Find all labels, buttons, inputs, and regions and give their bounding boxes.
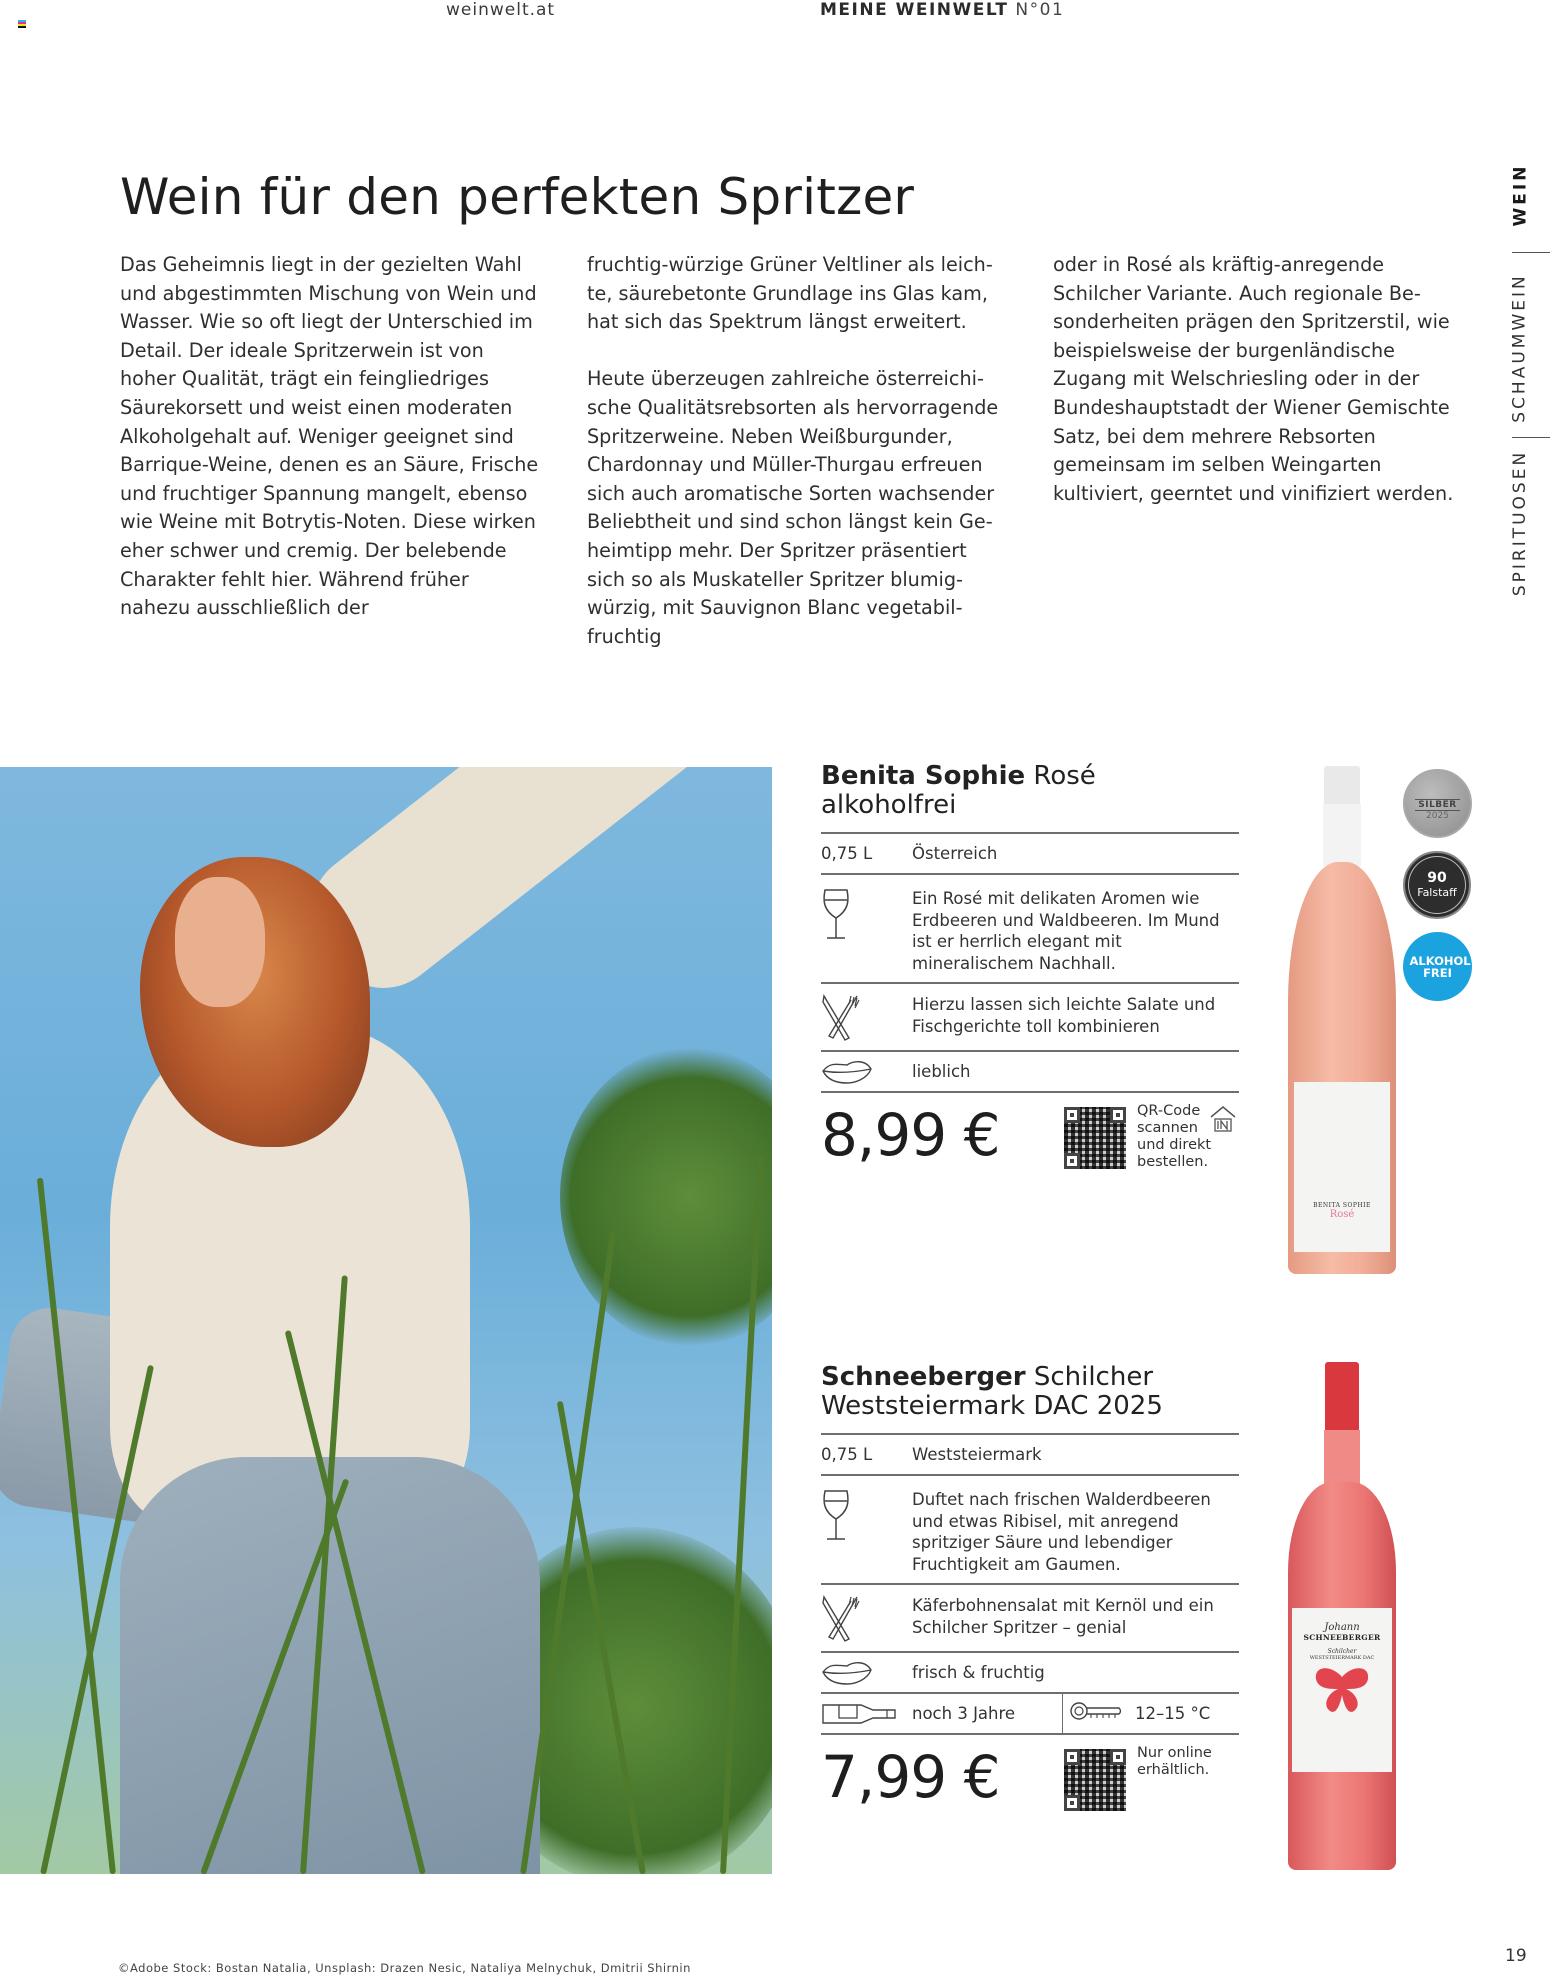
- bottle-label: [1292, 1608, 1392, 1772]
- qr-instruction: QR-Code scannen und direkt bestellen.: [1137, 1103, 1212, 1170]
- bottle-schneeberger-schilcher: [1284, 1362, 1400, 1872]
- grass-blade: [37, 1178, 116, 1874]
- taste-profile: frisch & fruchtig: [912, 1662, 1045, 1682]
- tree-foliage: [560, 1047, 772, 1347]
- food-pairing: Käferbohnensalat mit Kernöl und ein Schilcher Spritzer – genial: [912, 1596, 1214, 1637]
- wine-glass-icon: [821, 1489, 912, 1541]
- bottle-capsule: [1325, 1362, 1359, 1432]
- lifestyle-photo-woman-in-grass: [0, 767, 772, 1874]
- qr-finder: [1064, 1795, 1080, 1811]
- bottle-neck: [1324, 1430, 1360, 1490]
- volume: 0,75 L: [821, 1444, 873, 1464]
- article-paragraph: Das Geheimnis liegt in der gezielten Wahl und abgestimmten Mischung von Wein und Wasser. Wie so oft liegt der Unterschied im Detail. Der ideale Spritzerwein ist von hoher Qualität, trägt ein feingliedriges Säurekorsett und weist einen moderaten Alkoholgehalt auf. Weniger geeignet sind Barrique-Weine, denen es an Säure, Frische und fruchtiger Spannung mangelt, ebenso wie Weine mit Botrytis-Noten. Diese wirken eher schwer und cremig. Der belebende Charakter fehlt hier. Während früher nahezu ausschließlich der: [120, 253, 539, 620]
- product-name: Rosé alkoholfrei: [821, 761, 1096, 820]
- butterfly-icon: [1312, 1665, 1372, 1715]
- storage-cell: [821, 1694, 1063, 1733]
- magazine-name: MEINE WEINWELT: [820, 0, 1009, 20]
- bottle-label-region: WESTSTEIERMARK DAC: [1309, 1655, 1375, 1661]
- origin: Österreich: [912, 843, 998, 863]
- qr-finder: [1110, 1107, 1126, 1123]
- bottle-label-brand: SCHNEEBERGER: [1303, 1633, 1381, 1642]
- award-badge-silver: [1403, 769, 1472, 838]
- bottle-benita-sophie-rose: [1284, 766, 1400, 1276]
- taste-row: [821, 1050, 1239, 1091]
- qr-finder: [1064, 1749, 1080, 1765]
- aroma-description: Duftet nach frischen Walderdbeeren und etwas Ribisel, mit anregend spritziger Säure und lebendiger Fruchtigkeit am Gaumen.: [912, 1490, 1211, 1574]
- cutlery-icon: [821, 1595, 912, 1643]
- food-pairing-row: [821, 1583, 1239, 1651]
- taste-profile: lieblich: [912, 1061, 971, 1081]
- page-number: 19: [1505, 1946, 1527, 1966]
- price: 8,99 €: [821, 1101, 1000, 1169]
- nav-tab-label: SPIRITUOSEN: [1510, 449, 1530, 596]
- product-brand: Benita Sophie: [821, 761, 1026, 791]
- award-year: 2025: [1426, 810, 1449, 821]
- product-card-benita-sophie: [821, 762, 1239, 1186]
- article-paragraph: Heute überzeugen zahlreiche österreichische Qualitätsrebsorten als hervorragende Spritzerweine. Neben Weißburgunder, Chardonnay und Müller-Thurgau erfreuen sich auch aromatische Sorten wachsender Beliebtheit und sind schon längst kein Geheimtipp mehr. Der Spritzer präsentiert sich so als Muskateller Spritzer blumig-würzig, mit Sauvignon Blanc vegetabil-fruchtig: [587, 367, 999, 648]
- bottle-label-type: Schilcher: [1327, 1648, 1357, 1655]
- bottle-label-brand: BENITA SOPHIE: [1313, 1202, 1371, 1209]
- cutlery-icon: [821, 994, 912, 1042]
- alcohol-free-badge: [1403, 932, 1472, 1001]
- article-paragraph: oder in Rosé als kräftig-anregende Schilcher Variante. Auch regionale Besonderheiten prägen den Spritzerstil, wie beispielsweise der burgenländische Zugang mit Welschriesling oder in der Bundeshauptstadt der Wiener Gemischte Satz, bei dem mehrere Rebsorten gemeinsam im selben Weingarten kultiviert, geerntet und vinifiziert werden.: [1053, 253, 1454, 505]
- print-color-mark: [18, 20, 26, 28]
- temperature-cell: [1063, 1694, 1239, 1733]
- thermometer-icon: [1069, 1700, 1135, 1728]
- falstaff-score: 90: [1427, 870, 1447, 886]
- lips-icon: [821, 1660, 912, 1686]
- article-paragraph: fruchtig-würzige Grüner Veltliner als leichte, säurebetonte Grundlage ins Glas kam, hat sich das Spektrum längst erweitert.: [587, 253, 993, 334]
- nav-divider: [1512, 437, 1550, 438]
- availability-note: Nur online erhältlich.: [1137, 1745, 1212, 1778]
- storage-temperature-row: [821, 1692, 1239, 1733]
- bottle-cap: [1324, 766, 1360, 806]
- lips-icon: [821, 1059, 912, 1085]
- nav-tab-spirituosen[interactable]: [1500, 445, 1540, 600]
- storage-potential: noch 3 Jahre: [912, 1703, 1016, 1723]
- food-pairing-row: [821, 982, 1239, 1050]
- article-column-2: [587, 251, 1007, 680]
- online-shop-house-icon: [1209, 1105, 1237, 1139]
- serving-temperature: 12–15 °C: [1135, 1703, 1211, 1723]
- category-side-nav: [1490, 160, 1550, 600]
- wine-glass-icon: [821, 888, 912, 940]
- aroma-row: [821, 1474, 1239, 1583]
- photo-credits: ©Adobe Stock: Bostan Natalia, Unsplash: Drazen Nesic, Nataliya Melnychuk, Dmitrii Shirnin: [118, 1961, 691, 1975]
- alcohol-free-label: ALKOHOL FREI: [1409, 953, 1471, 980]
- face: [175, 877, 265, 1007]
- bottle-label-script: Johann: [1324, 1622, 1360, 1633]
- product-brand: Schneeberger: [821, 1362, 1026, 1392]
- aroma-description: Ein Rosé mit delikaten Aromen wie Erdbeeren und Waldbeeren. Im Mund ist er herrlich elegant mit mineralischem Nachhall.: [912, 889, 1220, 973]
- qr-finder: [1064, 1153, 1080, 1169]
- bottle-label-type: Rosé: [1329, 1209, 1355, 1220]
- article-title: Wein für den perfekten Spritzer: [120, 168, 915, 226]
- qr-code[interactable]: [1064, 1749, 1126, 1811]
- product-title: [821, 1363, 1239, 1421]
- nav-tab-schaumwein[interactable]: [1500, 260, 1540, 435]
- origin: Weststeiermark: [912, 1444, 1042, 1464]
- magazine-title: [820, 0, 1064, 20]
- qr-finder: [1064, 1107, 1080, 1123]
- food-pairing: Hierzu lassen sich leichte Salate und Fischgerichte toll kombinieren: [912, 995, 1216, 1036]
- falstaff-label: Falstaff: [1417, 886, 1457, 899]
- article-column-3: [1053, 251, 1473, 537]
- price: 7,99 €: [821, 1743, 1000, 1811]
- falstaff-score-badge: [1403, 851, 1471, 919]
- site-url[interactable]: weinwelt.at: [446, 0, 556, 20]
- nav-tab-wein[interactable]: [1500, 160, 1540, 230]
- bottle-label: [1294, 1082, 1390, 1252]
- issue-number: N°01: [1015, 0, 1065, 20]
- volume-origin-row: [821, 1433, 1239, 1474]
- price-row: [821, 1733, 1239, 1828]
- aroma-row: [821, 873, 1239, 982]
- product-name: Schilcher Weststeiermark DAC 2025: [821, 1362, 1163, 1421]
- price-row: [821, 1091, 1239, 1186]
- volume-origin-row: [821, 832, 1239, 873]
- qr-finder: [1110, 1749, 1126, 1765]
- nav-tab-label: SCHAUMWEIN: [1510, 272, 1530, 423]
- award-title: SILBER: [1415, 799, 1460, 811]
- qr-code[interactable]: [1064, 1107, 1126, 1169]
- article-column-1: [120, 251, 540, 651]
- bottle-neck-label: [1323, 804, 1361, 866]
- nav-tab-label: WEIN: [1510, 163, 1531, 227]
- product-card-schneeberger: [821, 1363, 1239, 1828]
- taste-row: [821, 1651, 1239, 1692]
- bottle-lying-icon: [821, 1702, 912, 1726]
- volume: 0,75 L: [821, 843, 873, 863]
- product-title: [821, 762, 1239, 820]
- nav-divider: [1512, 252, 1550, 253]
